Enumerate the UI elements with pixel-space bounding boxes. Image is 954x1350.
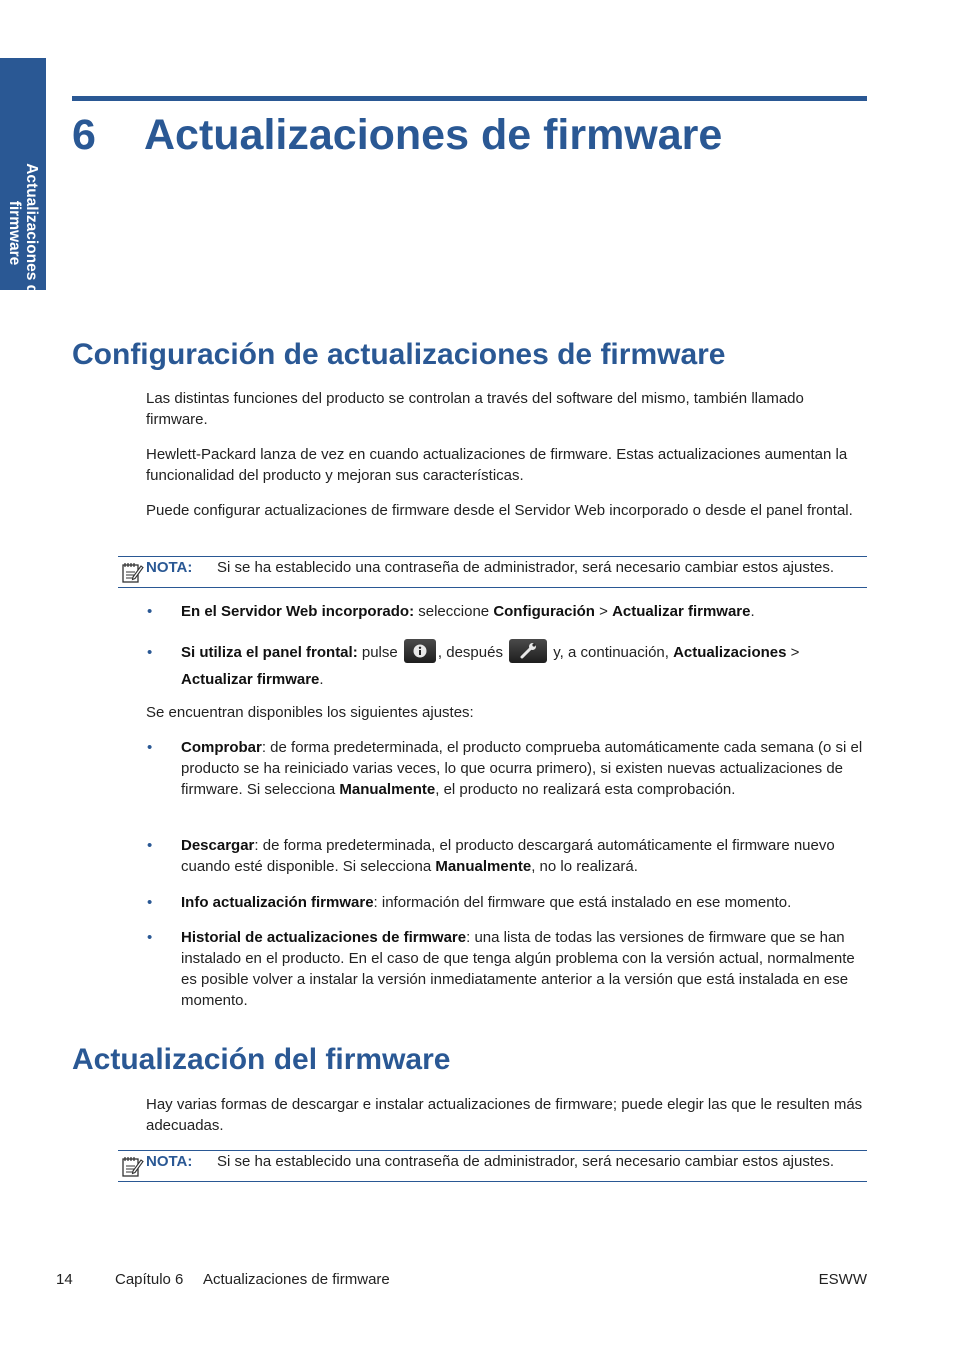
page-number: 14 — [56, 1271, 73, 1288]
section-heading-configuration: Configuración de actualizaciones de firmware — [72, 338, 726, 371]
list-item-info: • Info actualización firmware: información del firmware que está instalado en ese momento. — [181, 892, 868, 913]
list-item-history: • Historial de actualizaciones de firmware: una lista de todas las versiones de firmware que se han instalado en el producto. En el caso de que tenga algún problema con la versión actual, normalmente es posible volver a instalar la versión inmediatamente anterior a la versión que está instalada en ese momento. — [181, 927, 868, 1011]
footer-chapter: Capítulo 6 — [115, 1271, 184, 1288]
note-box — [118, 1150, 867, 1182]
settings-intro: Se encuentran disponibles los siguientes ajustes: — [146, 704, 474, 721]
note-label: NOTA: — [146, 1153, 193, 1170]
list-item-ews: • En el Servidor Web incorporado: seleccione Configuración > Actualizar firmware. — [181, 601, 868, 622]
info-button — [404, 639, 436, 663]
chapter-title-text: Actualizaciones de firmware — [144, 111, 723, 159]
chapter-number: 6 — [72, 111, 96, 159]
note-icon — [120, 560, 144, 584]
wrench-icon — [509, 639, 547, 663]
note-icon — [120, 1154, 144, 1178]
side-chapter-tab — [0, 58, 46, 303]
paragraph: Hay varias formas de descargar e instalar actualizaciones de firmware; puede elegir las que le resulten más adecuadas. — [146, 1096, 863, 1134]
chapter-title — [72, 108, 722, 162]
paragraph: Hewlett-Packard lanza de vez en cuando actualizaciones de firmware. Estas actualizaciones aumentan la funcionalidad del producto y mejoran sus características. — [146, 446, 848, 484]
list-item-download: • Descargar: de forma predeterminada, el producto descargará automáticamente el firmware nuevo cuando esté disponible. Si selecciona Manualmente, no lo realizará. — [181, 835, 868, 877]
paragraph: Las distintas funciones del producto se controlan a través del software del mismo, también llamado firmware. — [146, 390, 804, 428]
list-item-front-panel: • Si utiliza el panel frontal: pulse , después y, a continuación, Actualizaciones > Actualizar firmware. — [181, 639, 868, 693]
footer-chapter-title: Actualizaciones de firmware — [203, 1271, 390, 1288]
footer-code: ESWW — [818, 1271, 867, 1288]
note-text: Si se ha establecido una contraseña de administrador, será necesario cambiar estos ajustes. — [217, 1153, 835, 1170]
settings-button — [509, 639, 547, 663]
side-tab-label: Actualizaciones de firmware — [6, 163, 40, 303]
paragraph: Puede configurar actualizaciones de firmware desde el Servidor Web incorporado o desde el panel frontal. — [146, 502, 853, 519]
section-heading-update: Actualización del firmware — [72, 1043, 451, 1076]
note-box — [118, 556, 867, 588]
note-text: Si se ha establecido una contraseña de administrador, será necesario cambiar estos ajustes. — [217, 559, 835, 576]
info-icon — [404, 639, 436, 663]
list-item-check: • Comprobar: de forma predeterminada, el producto comprueba automáticamente cada semana (o si el producto se ha reiniciado varias veces, lo que ocurra primero), si existen nuevas actualizaciones de firmware. Si selecciona Manualmente, el producto no realizará esta comprobación. — [181, 737, 868, 800]
note-label: NOTA: — [146, 559, 193, 576]
chapter-rule — [72, 96, 867, 101]
